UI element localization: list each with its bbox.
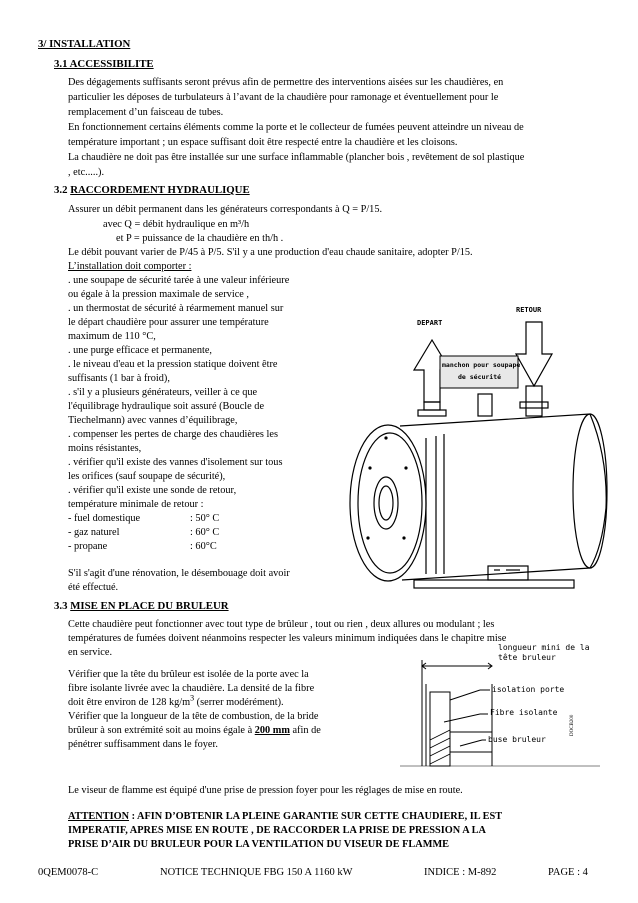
list-item: . un thermostat de sécurité à réarmement manuel sur: [68, 303, 284, 314]
fuel-temperature: : 50° C: [190, 513, 220, 524]
density-text: (serrer modérément).: [194, 697, 284, 708]
burner-diagram: [400, 640, 600, 772]
list-item: maximum de 110 °C,: [68, 331, 156, 342]
bruleur-text: afin de: [289, 725, 321, 736]
subsection-title-raccordement: [54, 183, 250, 197]
longueur-label: tête bruleur: [498, 653, 556, 662]
list-item: les orifices (sauf soupape de sécurité),: [68, 471, 226, 482]
fuel-temperature: : 60°C: [190, 541, 217, 552]
list-item: moins résistantes,: [68, 443, 142, 454]
density-line: [68, 693, 284, 710]
text-line: En fonctionnement certains éléments comme la porte et le collecteur de fumées peuvent atteindre un niveau de: [68, 122, 524, 133]
attention-label: ATTENTION: [68, 811, 130, 822]
subsection-number: 3.3: [54, 600, 71, 612]
density-text: doit être environ de 128 kg/m: [68, 697, 191, 708]
bruleur-text: brûleur à son extrémité soit au moins égale à: [68, 725, 255, 736]
subsection-label: MISE EN PLACE DU BRULEUR: [70, 600, 229, 612]
attention-text: : AFIN D’OBTENIR LA PLEINE GARANTIE SUR CETTE CHAUDIERE, IL EST: [129, 811, 503, 822]
text-line: particulier les déposes de turbulateurs à l’avant de la chaudière pour ramonage et éventuellement pour le: [68, 92, 499, 103]
text-line: Vérifier que la longueur de la tête de combustion, de la bride: [68, 711, 319, 722]
text-line: températures de fumées doivent néanmoins respecter les valeurs minimum indiquées dans le chapitre mise: [68, 633, 507, 644]
list-item: Tiechelmann) avec vannes d’équilibrage,: [68, 415, 238, 426]
text-line: Vérifier que la tête du brûleur est isolée de la porte avec la: [68, 669, 309, 680]
text-line: et P = puissance de la chaudière en th/h .: [116, 233, 284, 244]
list-item: . le niveau d'eau et la pression statique doivent être: [68, 359, 278, 370]
boiler-drawing: [340, 298, 610, 598]
list-item: . une soupape de sécurité tarée à une valeur inférieure: [68, 275, 290, 286]
retour-label: RETOUR: [516, 306, 542, 314]
list-item: . une purge efficace et permanente,: [68, 345, 212, 356]
subsection-number: 3.2: [54, 184, 71, 196]
document-reference: 0QEM0078-C: [38, 867, 99, 878]
bruleur-length-line: [68, 724, 321, 738]
subsection-title-accessibilite: 3.1 ACCESSIBILITE: [54, 58, 154, 70]
fuel-type: - propane: [68, 541, 108, 552]
text-line: pénétrer suffisamment dans le foyer.: [68, 739, 218, 750]
list-item: l'équilibrage hydraulique soit assuré (Boucle de: [68, 401, 265, 412]
longueur-label: longueur mini de la: [498, 643, 590, 652]
list-item: . compenser les pertes de charge des chaudières les: [68, 429, 278, 440]
subsection-label: RACCORDEMENT HYDRAULIQUE: [70, 184, 250, 196]
bruleur-length-value: 200 mm: [254, 725, 290, 736]
page-number: PAGE : 4: [548, 867, 588, 878]
text-line: remplacement d’un faisceau de tubes.: [68, 107, 224, 118]
manchon-label: de sécurité: [458, 373, 502, 381]
list-item: température minimale de retour :: [68, 499, 204, 510]
depart-label: DEPART: [417, 319, 443, 327]
attention-line: [68, 810, 502, 824]
text-line: S'il s'agit d'une rénovation, le désembouage doit avoir: [68, 568, 290, 579]
list-item: suffisants (1 bar à froid),: [68, 373, 170, 384]
buse-label: buse bruleur: [488, 735, 546, 744]
fuel-type: - fuel domestique: [68, 513, 141, 524]
text-line: Le débit pouvant varier de P/45 à P/5. S'il y a une production d'eau chaude sanitaire, adopter P/15.: [68, 247, 473, 258]
list-item: . s'il y a plusieurs générateurs, veiller à ce que: [68, 387, 258, 398]
text-line: fibre isolante livrée avec la chaudière. La densité de la fibre: [68, 683, 315, 694]
revision-index: INDICE : M-892: [424, 867, 497, 878]
text-line: en service.: [68, 647, 113, 658]
text-line: Des dégagements suffisants seront prévus afin de permettre des interventions aisées sur les chaudières, en: [68, 77, 504, 88]
attention-line: IMPERATIF, APRES MISE EN ROUTE , DE RACCORDER LA PRISE DE PRESSION A LA: [68, 825, 486, 836]
list-item: . vérifier qu'il existe une sonde de retour,: [68, 485, 237, 496]
fuel-type: - gaz naturel: [68, 527, 120, 538]
list-item: ou égale à la pression maximale de service ,: [68, 289, 249, 300]
list-item: le départ chaudière pour assurer une température: [68, 317, 269, 328]
text-line: Cette chaudière peut fonctionner avec tout type de brûleur , tout ou rien , deux allures ou modulant ; les: [68, 619, 495, 630]
fibre-label: Fibre isolante: [490, 708, 558, 717]
isolation-label: isolation porte: [492, 685, 565, 694]
text-line: , etc.....).: [68, 167, 105, 178]
manchon-label: manchon pour soupape: [442, 361, 521, 369]
text-line: La chaudière ne doit pas être installée sur une surface inflammable (plancher bois , revêtement de sol plastique: [68, 152, 525, 163]
list-item: . vérifier qu'il existe des vannes d'isolement sur tous: [68, 457, 283, 468]
text-line: Le viseur de flamme est équipé d'une prise de pression foyer pour les réglages de mise en route.: [68, 785, 463, 796]
notice-title: NOTICE TECHNIQUE FBG 150 A 1160 kW: [160, 867, 353, 878]
boiler-diagram: [340, 298, 610, 598]
text-line: été effectué.: [68, 582, 119, 593]
subsection-title-bruleur: [54, 599, 229, 613]
section-title: 3/ INSTALLATION: [38, 38, 131, 50]
density-exponent: 3: [190, 693, 195, 703]
text-line: température important ; un espace suffisant doit être respecté entre la chaudière et les cloisons.: [68, 137, 458, 148]
fuel-temperature: : 60° C: [190, 527, 220, 538]
attention-line: PRISE D’AIR DU BRULEUR POUR LA VENTILATION DU VISEUR DE FLAMME: [68, 839, 450, 850]
text-line: Assurer un débit permanent dans les générateurs correspondants à Q = P/15.: [68, 204, 383, 215]
requirements-label: L’installation doit comporter :: [68, 261, 192, 272]
text-line: avec Q = débit hydraulique en m³/h: [103, 219, 250, 230]
drawing-code: DOCB200: [570, 714, 575, 736]
